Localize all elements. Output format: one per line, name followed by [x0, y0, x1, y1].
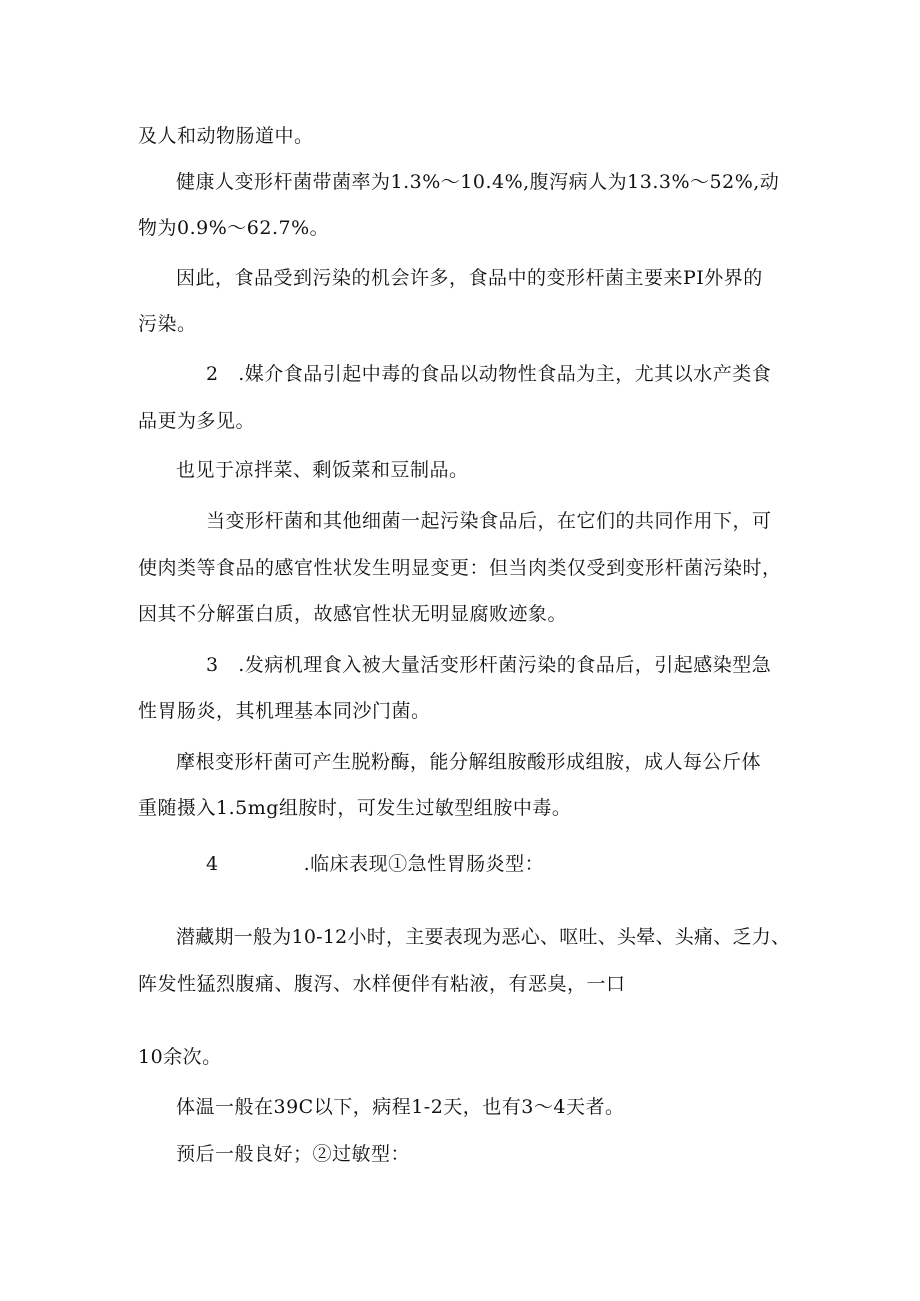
- text-line: 性胃肠炎，其机理基本同沙门菌。: [138, 700, 431, 722]
- text-line: 健康人变形杆菌带菌率为1.3%～10.4%,腹泻病人为13.3%～52%,动: [176, 171, 780, 193]
- text-line: 当变形杆菌和其他细菌一起污染食品后，在它们的共同作用下，可: [206, 510, 772, 532]
- text-line: 体温一般在39C以下，病程1-2天，也有3～4天者。: [176, 1096, 625, 1118]
- text-line: 摩根变形杆菌可产生脱粉酶，能分解组胺酸形成组胺，成人每公斤体: [176, 751, 762, 773]
- text-line: 及人和动物肠道中。: [138, 125, 314, 147]
- text-line: 潜藏期一般为10-12小时，主要表现为恶心、呕吐、头晕、头痛、乏力、: [176, 926, 791, 948]
- text-line: 10余次。: [138, 1046, 222, 1068]
- text-line: 也见于凉拌菜、剩饭菜和豆制品。: [176, 459, 469, 481]
- text-line: 品更为多见。: [138, 410, 256, 432]
- text-line: 预后一般良好；②过敏型：: [176, 1143, 411, 1165]
- text-line: 3 .发病机理食入被大量活变形杆菌污染的食品后，引起感染型急: [206, 654, 772, 676]
- text-line: 4 .临床表现①急性胃肠炎型：: [206, 853, 545, 875]
- text-line: 使肉类等食品的感官性状发生明显变更：但当肉类仅受到变形杆菌污染时，: [138, 557, 782, 579]
- text-line: 物为0.9%～62.7%。: [138, 217, 330, 239]
- text-line: 2 .媒介食品引起中毒的食品以动物性食品为主，尤其以水产类食: [206, 363, 772, 385]
- text-line: 重随摄入1.5mg组胺时，可发生过敏型组胺中毒。: [138, 797, 572, 819]
- text-line: 阵发性猛烈腹痛、腹泻、水样便伴有粘液，有恶臭，一口: [138, 973, 626, 995]
- text-line: 污染。: [138, 313, 197, 335]
- text-line: 因其不分解蛋白质，故感官性状无明显腐败迹象。: [138, 603, 568, 625]
- text-line: 因此，食品受到污染的机会许多，食品中的变形杆菌主要来PI外界的: [176, 267, 763, 289]
